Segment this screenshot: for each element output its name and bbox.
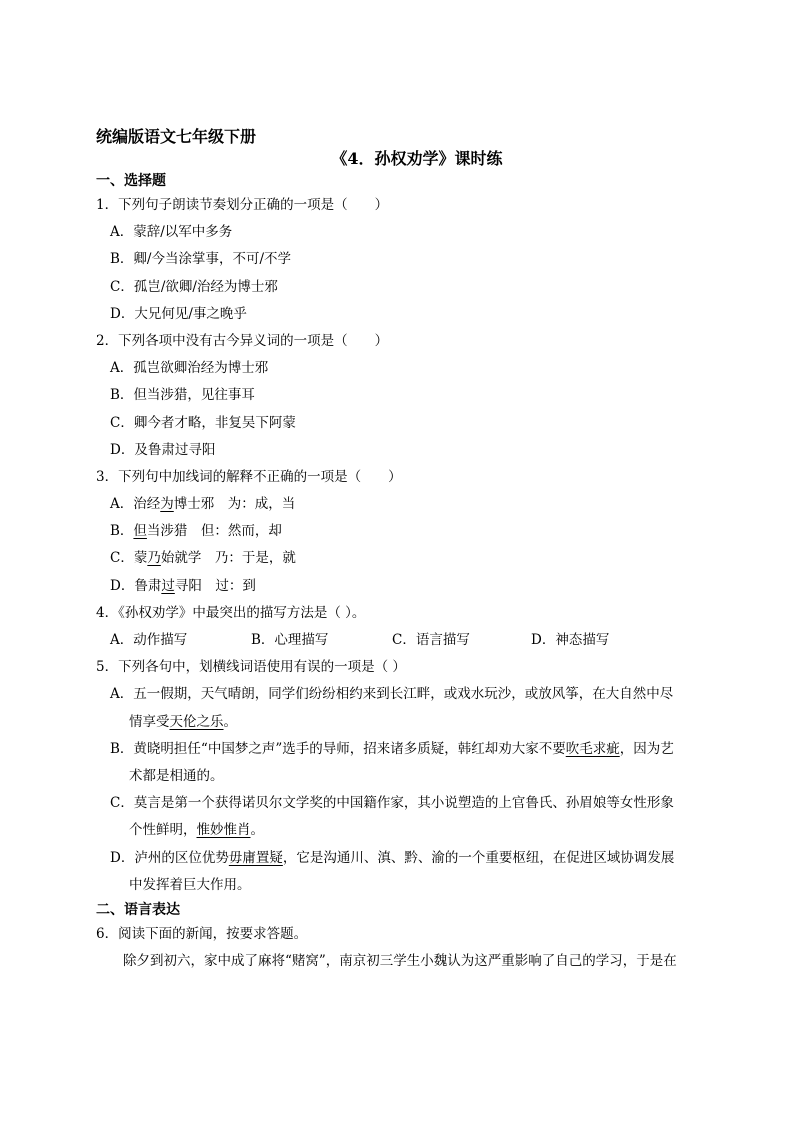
- underlined-word: 毋庸置疑: [228, 849, 283, 866]
- option-a: [96, 491, 706, 518]
- underlined-word: 乃: [147, 550, 161, 567]
- option-c: C．卿今者才略，非复吴下阿蒙: [110, 414, 296, 431]
- option-line: 术都是相通的。: [129, 767, 224, 784]
- section-heading-language: 二、语言表达: [96, 901, 180, 918]
- option-line: 中发挥着巨大作用。: [129, 876, 251, 893]
- option-text: 寻阳 过：到: [174, 577, 256, 594]
- question-stem: 4．《孙权劝学》中最突出的描写方法是（ ）。: [96, 604, 366, 621]
- document-title: 《4．孙权劝学》课时练: [331, 149, 503, 168]
- option-line: [110, 817, 706, 844]
- option-c: [96, 545, 706, 572]
- option-text: 。: [250, 822, 264, 839]
- document-header: 统编版语文七年级下册: [96, 127, 257, 146]
- option-text: D．鲁肃: [110, 577, 162, 594]
- option-b: [96, 518, 706, 545]
- question-6: [96, 921, 706, 975]
- option-text: 情享受: [129, 713, 170, 730]
- question-stem: 3．下列句中加线词的解释不正确的一项是（ ）: [96, 468, 402, 485]
- option-a: A．动作描写: [110, 632, 188, 648]
- option-text: B．: [110, 523, 134, 540]
- question-3: [96, 464, 706, 600]
- option-line: A．五一假期，天气晴朗，同学们纷纷相约来到长江畔，或戏水玩沙，或放风筝，在大自然中尽: [110, 686, 674, 703]
- option-a: A．孤岂欲卿治经为博士邪: [110, 360, 269, 377]
- option-row: [96, 627, 706, 654]
- option-text: 。: [223, 713, 237, 730]
- option-text: B．黄晓明担任“中国梦之声”选手的导师，招来诸多质疑，韩红却劝大家不要: [110, 740, 566, 757]
- question-stem: 2．下列各项中没有古今异义词的一项是（ ）: [96, 332, 389, 349]
- option-b: B．卿/今当涂掌事，不可/不学: [110, 251, 292, 268]
- option-c: C．孤岂/欲卿/治经为博士邪: [110, 278, 278, 295]
- question-stem: 6．阅读下面的新闻，按要求答题。: [96, 925, 308, 942]
- option-text: 博士邪 为：成，当: [173, 496, 296, 513]
- option-c: [96, 790, 706, 844]
- option-a: A．蒙辞/以军中多务: [110, 224, 233, 241]
- underlined-word: 过: [161, 577, 175, 594]
- section-heading-choice: 一、选择题: [96, 173, 166, 189]
- option-text: A．治经: [110, 496, 161, 513]
- option-line: C．莫言是第一个获得诺贝尔文学奖的中国籍作家，其小说塑造的上官鲁氏、孙眉娘等女性形象: [110, 795, 674, 812]
- option-line: [110, 709, 706, 736]
- option-b: B．心理描写: [251, 632, 329, 648]
- document-content: [96, 170, 706, 975]
- option-text: 始就学 乃：于是，就: [160, 550, 296, 567]
- option-d: [96, 573, 706, 600]
- question-4: [96, 600, 706, 654]
- underlined-word: 惟妙惟肖: [196, 822, 251, 839]
- option-d: D．及鲁肃过寻阳: [110, 441, 216, 458]
- option-text: ，因为艺: [619, 740, 674, 757]
- news-paragraph: 除夕到初六，家中成了麻将“赌窝”，南京初三学生小魏认为这严重影响了自己的学习，于是在: [123, 953, 677, 970]
- underlined-word: 但: [133, 523, 147, 540]
- option-text: ，它是沟通川、滇、黔、渝的一个重要枢纽，在促进区域协调发展: [282, 849, 675, 866]
- option-b: B．但当涉猎，见往事耳: [110, 387, 255, 404]
- question-stem: 5．下列各句中，划横线词语使用有误的一项是（ ）: [96, 659, 406, 676]
- option-text: 当涉猎 但：然而，却: [146, 523, 282, 540]
- option-d: D．大兄何见/事之晚乎: [110, 305, 247, 322]
- option-text: D．泸州的区位优势: [110, 849, 229, 866]
- question-stem: 1．下列句子朗读节奏划分正确的一项是（ ）: [96, 197, 389, 213]
- option-text: 个性鲜明，: [129, 822, 197, 839]
- option-line: [110, 736, 706, 763]
- question-1: [96, 192, 706, 328]
- option-line: [110, 845, 706, 872]
- option-d: D．神态描写: [531, 632, 610, 648]
- option-b: [96, 736, 706, 790]
- underlined-word: 天伦之乐: [169, 713, 224, 730]
- underlined-word: 为: [160, 496, 174, 513]
- option-text: C．蒙: [110, 550, 148, 567]
- question-5: [96, 654, 706, 899]
- underlined-word: 吹毛求疵: [565, 740, 620, 757]
- option-a: [96, 681, 706, 735]
- option-c: C．语言描写: [392, 632, 470, 648]
- question-2: [96, 328, 706, 464]
- option-d: [96, 845, 706, 899]
